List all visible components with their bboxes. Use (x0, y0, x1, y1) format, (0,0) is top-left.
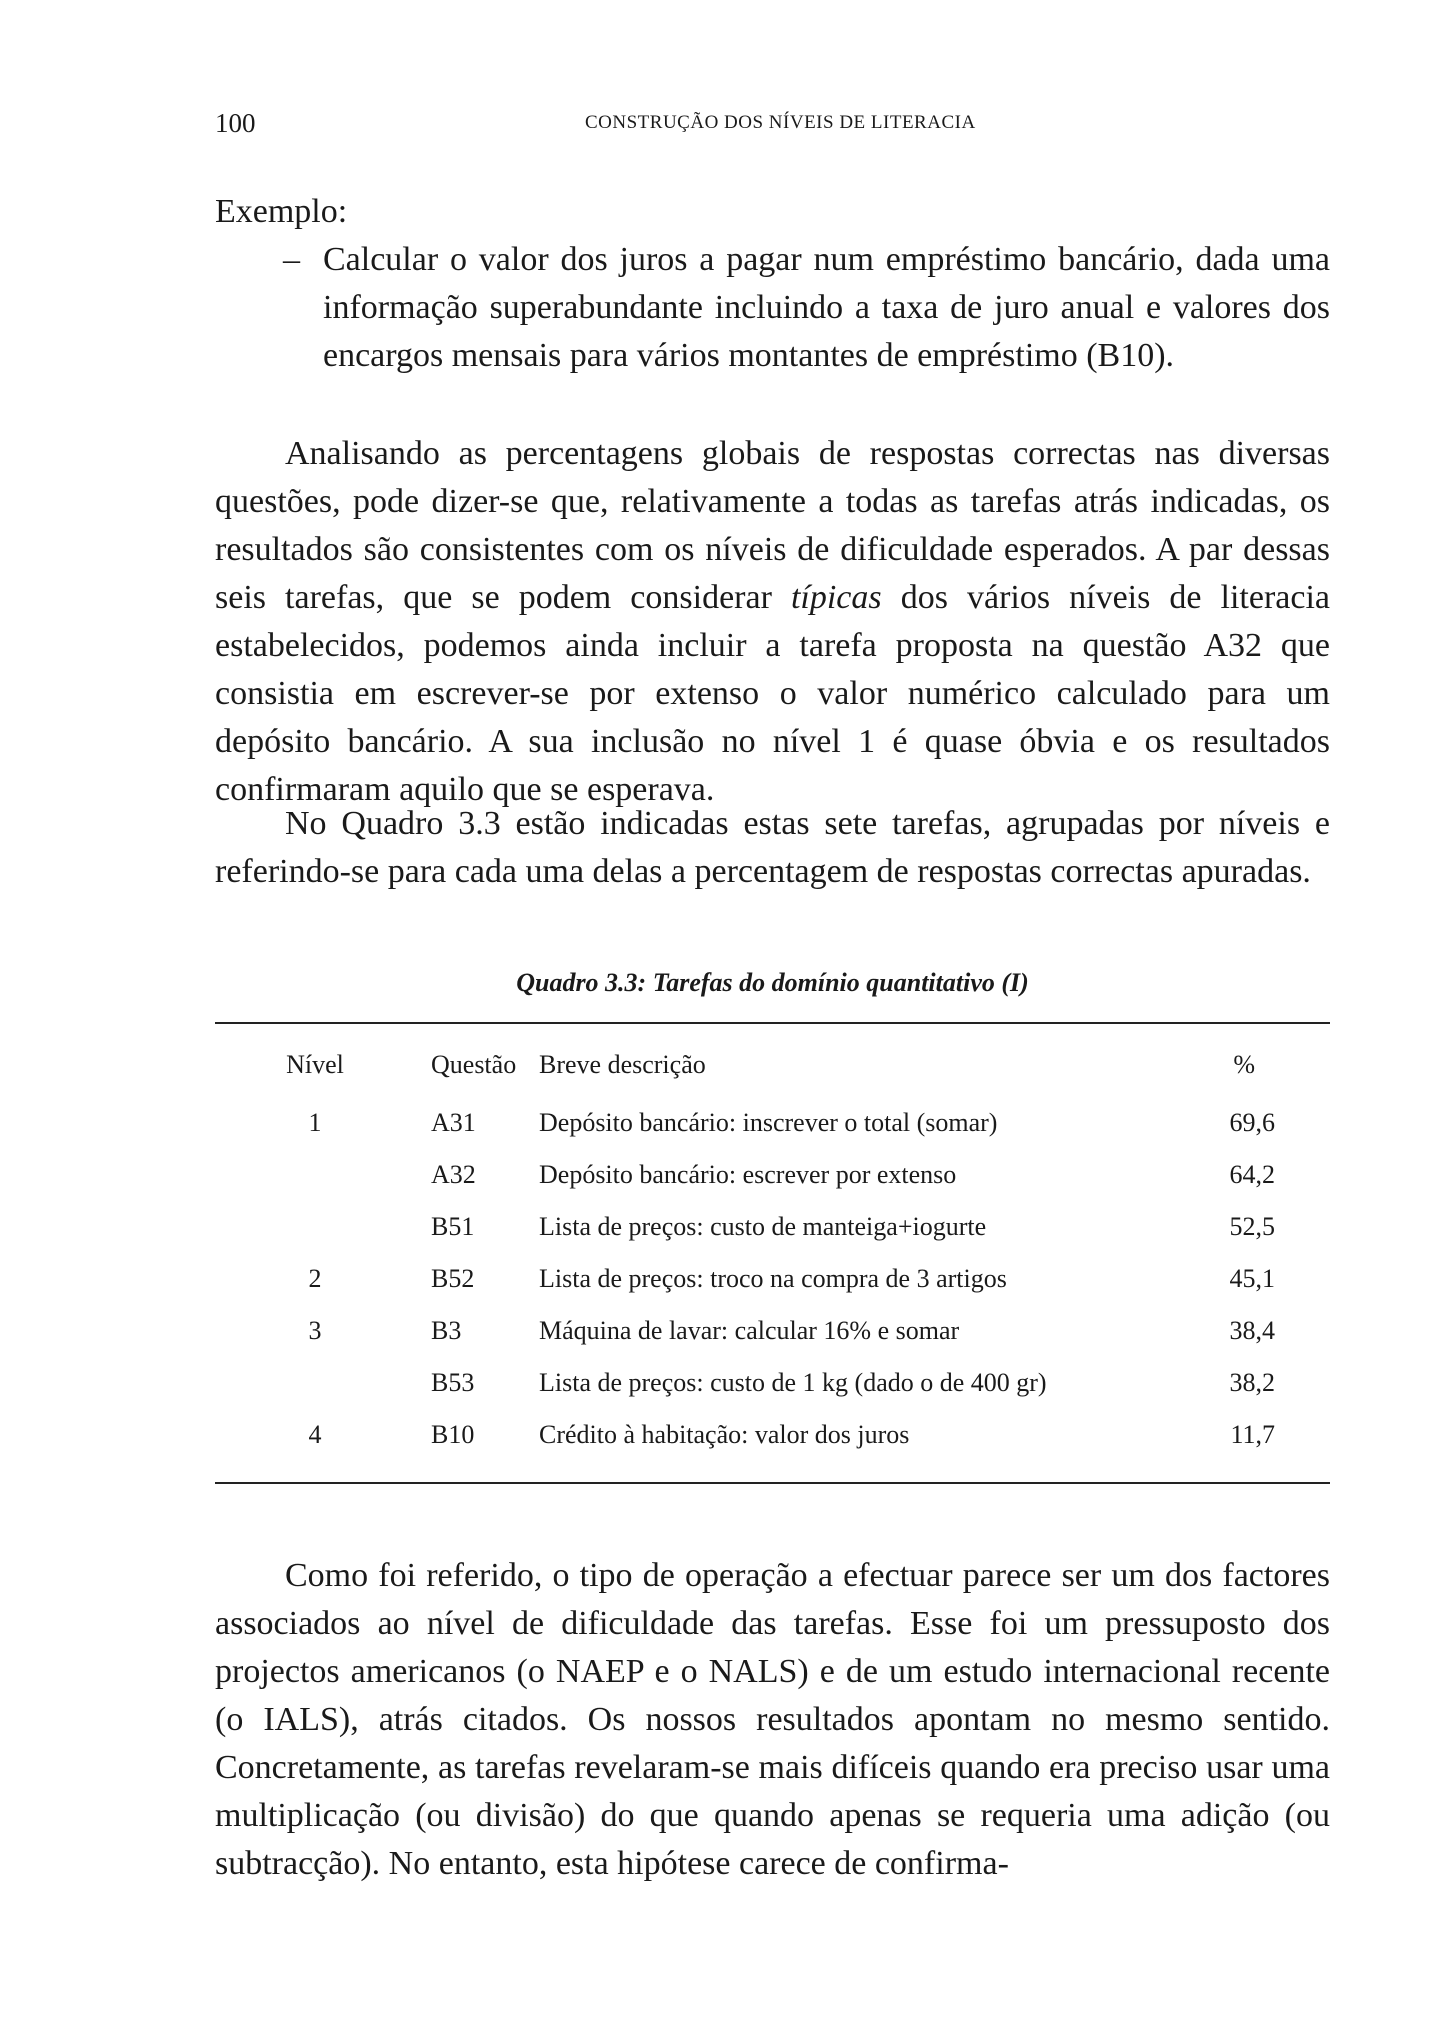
header-description: Breve descrição (539, 1050, 706, 1079)
header-question: Questão (431, 1050, 517, 1079)
cell-percent: 45,1 (1229, 1264, 1275, 1293)
table-row (215, 1410, 1330, 1462)
cell-question: A31 (431, 1108, 476, 1137)
cell-level: 2 (308, 1264, 322, 1293)
cell-question: A32 (431, 1160, 476, 1189)
cell-level: 1 (308, 1108, 322, 1137)
cell-question: B51 (431, 1212, 475, 1241)
cell-level: 4 (308, 1420, 322, 1449)
example-item-content: Calcular o valor dos juros a pagar num empréstimo bancário, dada uma informação superabundante incluindo a taxa de juro anual e valores dos encargos mensais para vários montantes de empréstimo (B10). (323, 241, 1330, 374)
header-level: Nível (286, 1050, 344, 1079)
paragraph-analysis (215, 430, 1330, 814)
table-row (215, 1254, 1330, 1306)
cell-description: Depósito bancário: inscrever o total (somar) (539, 1108, 998, 1137)
cell-percent: 52,5 (1229, 1212, 1275, 1241)
example-item (283, 236, 1330, 380)
cell-percent: 38,4 (1229, 1316, 1275, 1345)
cell-percent: 64,2 (1229, 1160, 1275, 1189)
table-row (215, 1358, 1330, 1410)
cell-description: Lista de preços: troco na compra de 3 artigos (539, 1264, 1007, 1293)
tasks-table (215, 1040, 1330, 1462)
cell-percent: 38,2 (1229, 1368, 1275, 1397)
paragraph-conclusion: Como foi referido, o tipo de operação a efectuar parece ser um dos factores associados ao nível de dificuldade das tarefas. Esse foi um pressuposto dos projectos americanos (o NAEP e o NALS) e de um estudo internacional recente (o IALS), atrás citados. Os nossos resultados apontam no mesmo sentido. Concretamente, as tarefas revelaram-se mais difíceis quando era preciso usar uma multiplicação (ou divisão) do que quando apenas se requeria uma adição (ou subtracção). No entanto, esta hipótese carece de confirma- (215, 1557, 1330, 1882)
cell-question: B53 (431, 1368, 475, 1397)
cell-percent: 11,7 (1230, 1420, 1275, 1449)
cell-question: B10 (431, 1420, 475, 1449)
cell-percent: 69,6 (1229, 1108, 1275, 1137)
table-header-row (215, 1040, 1330, 1098)
page-number: 100 (215, 108, 256, 138)
paragraph-analysis-emphasis: típicas (790, 579, 882, 616)
running-title: CONSTRUÇÃO DOS NÍVEIS DE LITERACIA (585, 112, 976, 133)
example-item-text (283, 236, 1330, 380)
table-top-rule (215, 1022, 1330, 1024)
cell-description: Lista de preços: custo de manteiga+iogurte (539, 1212, 987, 1241)
cell-description: Depósito bancário: escrever por extenso (539, 1160, 957, 1189)
cell-description: Crédito à habitação: valor dos juros (539, 1420, 910, 1449)
running-header (215, 108, 1330, 148)
paragraph-table-intro: No Quadro 3.3 estão indicadas estas sete tarefas, agrupadas por níveis e referindo-se para cada uma delas a percentagem de respostas correctas apuradas. (215, 805, 1330, 890)
table-row (215, 1150, 1330, 1202)
header-percent: % (1233, 1050, 1255, 1079)
cell-description: Lista de preços: custo de 1 kg (dado o de 400 gr) (539, 1368, 1047, 1397)
table-bottom-rule (215, 1482, 1330, 1484)
cell-description: Máquina de lavar: calcular 16% e somar (539, 1316, 960, 1345)
paragraph-analysis-part2: dos vários níveis de literacia estabelecidos, podemos ainda incluir a tarefa proposta na questão A32 que consistia em escrever-se por extenso o valor numérico calculado para um depósito bancário. A sua inclusão no nível 1 é quase óbvia e os resultados confirmaram aquilo que se esperava. (215, 579, 1331, 808)
table-row (215, 1098, 1330, 1150)
example-label: Exemplo: (215, 193, 348, 230)
cell-question: B52 (431, 1264, 475, 1293)
table-caption: Quadro 3.3: Tarefas do domínio quantitativo (I) (516, 968, 1029, 997)
paragraph-analysis-part1: Analisando as percentagens globais de respostas correctas nas diversas questões, pode dizer-se que, relativamente a todas as tarefas atrás indicadas, os resultados são consistentes com os níveis de dificuldade esperados. A par dessas seis tarefas, que se podem considerar (215, 435, 1330, 616)
table-row (215, 1202, 1330, 1254)
cell-question: B3 (431, 1316, 462, 1345)
list-dash: – (283, 241, 300, 278)
cell-level: 3 (308, 1316, 322, 1345)
table-row (215, 1306, 1330, 1358)
